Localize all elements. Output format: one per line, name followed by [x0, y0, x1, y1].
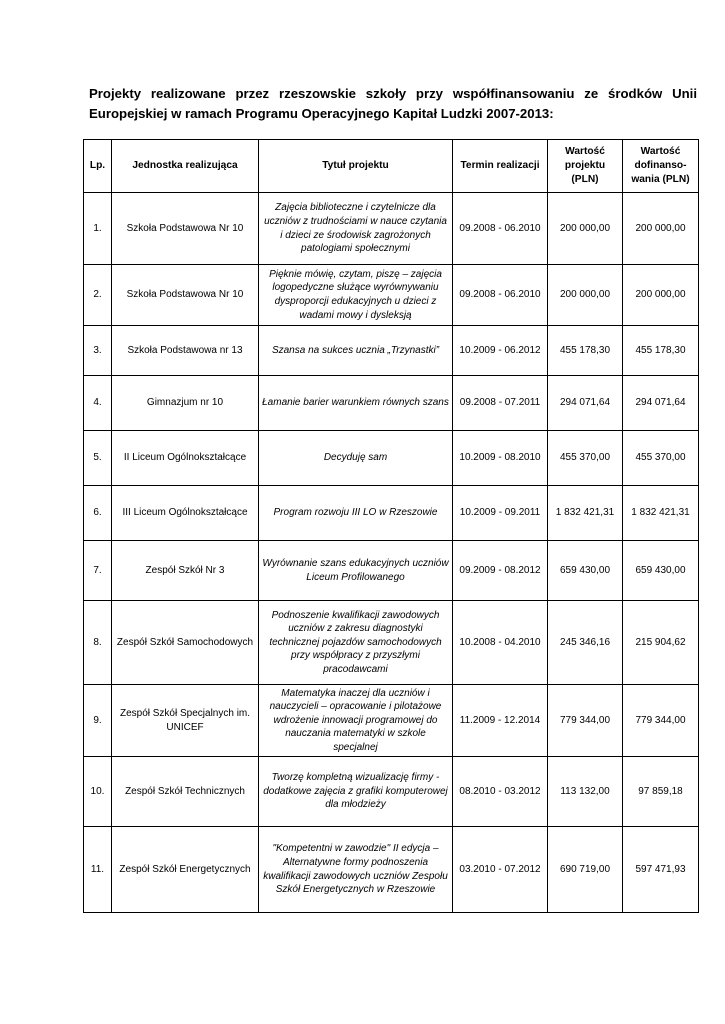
- cell-lp: 11.: [84, 827, 112, 913]
- cell-unit: Gimnazjum nr 10: [112, 376, 259, 431]
- cell-term: 09.2008 - 06.2010: [453, 193, 548, 265]
- cell-value: 690 719,00: [548, 827, 623, 913]
- table-row: [84, 827, 699, 913]
- cell-title: "Kompetentni w zawodzie" II edycja – Alternatywne formy podnoszenia kwalifikacji zawodowych uczniów Zespołu Szkół Energetycznych w Rzeszowie: [259, 827, 453, 913]
- cell-cofinancing: 779 344,00: [623, 685, 699, 757]
- header-cofinancing: Wartość dofinanso-wania (PLN): [623, 140, 699, 193]
- table-row: [84, 265, 699, 326]
- cell-unit: Szkoła Podstawowa Nr 10: [112, 265, 259, 326]
- cell-value: 1 832 421,31: [548, 486, 623, 541]
- cell-term: 10.2009 - 06.2012: [453, 326, 548, 376]
- cell-title: Wyrównanie szans edukacyjnych uczniów Liceum Profilowanego: [259, 541, 453, 601]
- projects-table: [83, 139, 699, 913]
- cell-lp: 1.: [84, 193, 112, 265]
- cell-cofinancing: 1 832 421,31: [623, 486, 699, 541]
- cell-title: Zajęcia biblioteczne i czytelnicze dla uczniów z trudnościami w nauce czytania i dzieci ze środowisk zagrożonych patologiami społecznymi: [259, 193, 453, 265]
- page-title: Projekty realizowane przez rzeszowskie szkoły przy współfinansowaniu ze środków Unii Europejskiej w ramach Programu Operacyjnego Kapitał Ludzki 2007-2013:: [89, 86, 697, 121]
- cell-unit: Szkoła Podstawowa Nr 10: [112, 193, 259, 265]
- cell-lp: 10.: [84, 757, 112, 827]
- table-row: [84, 486, 699, 541]
- cell-lp: 9.: [84, 685, 112, 757]
- cell-lp: 8.: [84, 601, 112, 685]
- header-unit: Jednostka realizująca: [112, 140, 259, 193]
- cell-lp: 6.: [84, 486, 112, 541]
- cell-term: 03.2010 - 07.2012: [453, 827, 548, 913]
- cell-unit: Szkoła Podstawowa nr 13: [112, 326, 259, 376]
- cell-title: Pięknie mówię, czytam, piszę – zajęcia logopedyczne służące wyrównywaniu dysproporcji edukacyjnych u dzieci z wadami mowy i dysleksją: [259, 265, 453, 326]
- cell-lp: 3.: [84, 326, 112, 376]
- cell-term: 10.2009 - 09.2011: [453, 486, 548, 541]
- cell-title: Matematyka inaczej dla uczniów i nauczycieli – opracowanie i pilotażowe wdrożenie innowacji programowej do nauczania matematyki w szkole specjalnej: [259, 685, 453, 757]
- cell-term: 09.2008 - 06.2010: [453, 265, 548, 326]
- cell-cofinancing: 659 430,00: [623, 541, 699, 601]
- cell-value: 779 344,00: [548, 685, 623, 757]
- cell-unit: Zespół Szkół Specjalnych im. UNICEF: [112, 685, 259, 757]
- cell-cofinancing: 597 471,93: [623, 827, 699, 913]
- table-row: [84, 326, 699, 376]
- cell-value: 455 178,30: [548, 326, 623, 376]
- header-lp: Lp.: [84, 140, 112, 193]
- cell-cofinancing: 294 071,64: [623, 376, 699, 431]
- cell-value: 455 370,00: [548, 431, 623, 486]
- cell-lp: 2.: [84, 265, 112, 326]
- cell-term: 10.2008 - 04.2010: [453, 601, 548, 685]
- cell-cofinancing: 455 370,00: [623, 431, 699, 486]
- cell-value: 200 000,00: [548, 265, 623, 326]
- cell-lp: 4.: [84, 376, 112, 431]
- table-row: [84, 431, 699, 486]
- cell-value: 200 000,00: [548, 193, 623, 265]
- cell-cofinancing: 455 178,30: [623, 326, 699, 376]
- cell-term: 09.2009 - 08.2012: [453, 541, 548, 601]
- cell-unit: Zespół Szkół Technicznych: [112, 757, 259, 827]
- cell-value: 659 430,00: [548, 541, 623, 601]
- cell-lp: 5.: [84, 431, 112, 486]
- cell-term: 09.2008 - 07.2011: [453, 376, 548, 431]
- header-term: Termin realizacji: [453, 140, 548, 193]
- cell-cofinancing: 200 000,00: [623, 193, 699, 265]
- cell-unit: Zespół Szkół Nr 3: [112, 541, 259, 601]
- cell-title: Program rozwoju III LO w Rzeszowie: [259, 486, 453, 541]
- cell-unit: II Liceum Ogólnokształcące: [112, 431, 259, 486]
- cell-unit: Zespół Szkół Energetycznych: [112, 827, 259, 913]
- cell-title: Szansa na sukces ucznia „Trzynastki”: [259, 326, 453, 376]
- cell-cofinancing: 97 859,18: [623, 757, 699, 827]
- table-row: [84, 193, 699, 265]
- cell-lp: 7.: [84, 541, 112, 601]
- cell-unit: Zespół Szkół Samochodowych: [112, 601, 259, 685]
- cell-value: 294 071,64: [548, 376, 623, 431]
- table-row: [84, 541, 699, 601]
- cell-title: Decyduję sam: [259, 431, 453, 486]
- cell-value: 113 132,00: [548, 757, 623, 827]
- cell-cofinancing: 200 000,00: [623, 265, 699, 326]
- cell-title: Łamanie barier warunkiem równych szans: [259, 376, 453, 431]
- table-row: [84, 757, 699, 827]
- table-row: [84, 601, 699, 685]
- table-row: [84, 376, 699, 431]
- cell-unit: III Liceum Ogólnokształcące: [112, 486, 259, 541]
- cell-title: Tworzę kompletną wizualizację firmy - dodatkowe zajęcia z grafiki komputerowej dla młodzieży: [259, 757, 453, 827]
- cell-term: 11.2009 - 12.2014: [453, 685, 548, 757]
- table-row: [84, 685, 699, 757]
- header-value: Wartość projektu (PLN): [548, 140, 623, 193]
- cell-term: 10.2009 - 08.2010: [453, 431, 548, 486]
- cell-cofinancing: 215 904,62: [623, 601, 699, 685]
- cell-term: 08.2010 - 03.2012: [453, 757, 548, 827]
- header-row: [84, 140, 699, 193]
- header-title: Tytuł projektu: [259, 140, 453, 193]
- cell-title: Podnoszenie kwalifikacji zawodowych uczniów z zakresu diagnostyki technicznej pojazdów samochodowych przy współpracy z przyszłymi pracodawcami: [259, 601, 453, 685]
- cell-value: 245 346,16: [548, 601, 623, 685]
